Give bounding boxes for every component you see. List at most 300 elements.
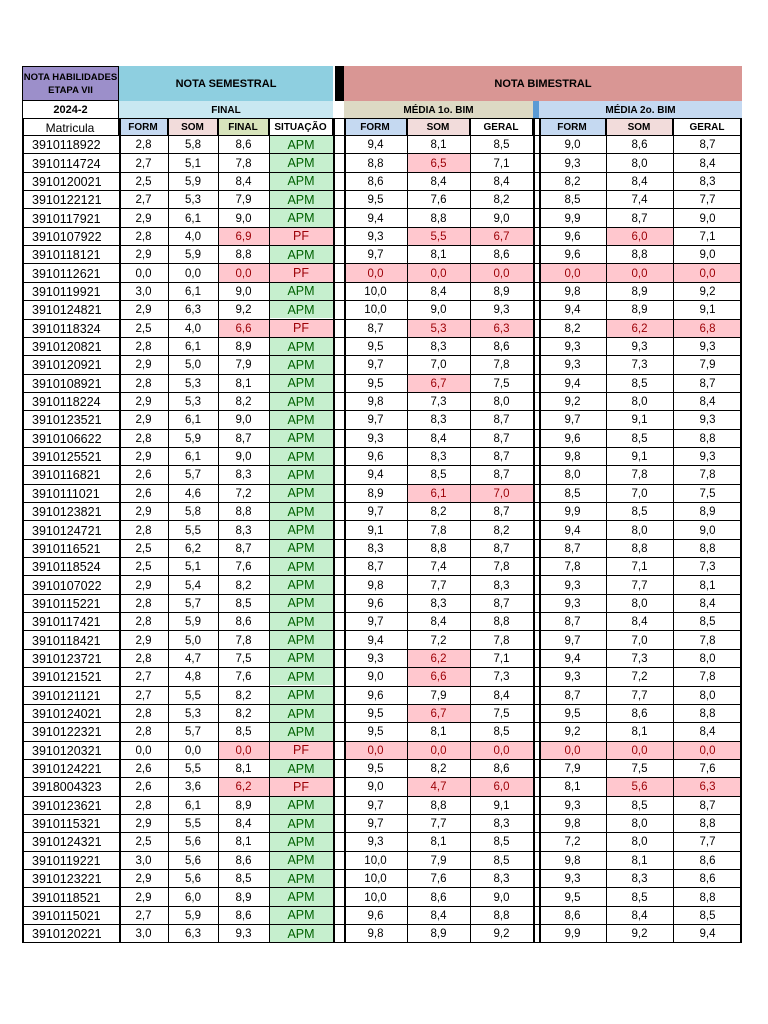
som-b2-cell: 8,5 (631, 506, 648, 519)
matricula-cell: 3910123521 (32, 413, 102, 428)
form-b2-cell: 9,4 (564, 524, 581, 537)
form-b2-cell: 9,0 (564, 139, 581, 152)
form-sem-cell: 2,8 (135, 377, 152, 390)
som-b2-cell: 8,9 (631, 304, 648, 317)
som-sem-cell: 6,1 (185, 285, 201, 298)
som-b2-cell: 8,8 (631, 542, 648, 555)
final-cell: 8,2 (235, 396, 252, 409)
form-b2-cell: 9,9 (564, 212, 581, 225)
som-b2-cell: 7,5 (631, 763, 648, 776)
form-sem-cell: 2,5 (135, 322, 152, 335)
matricula-cell: 3910115221 (32, 596, 101, 611)
form-b2-cell: 9,2 (564, 726, 581, 739)
matricula-cell: 3910123821 (32, 505, 102, 520)
final-cell: 8,8 (235, 249, 252, 262)
som-b1-cell: 8,1 (430, 836, 447, 849)
situacao-cell: APM (269, 393, 333, 411)
matricula-cell: 3910125521 (32, 450, 102, 465)
geral-b1-cell: 8,3 (493, 579, 510, 592)
column-divider (168, 119, 169, 943)
situacao-cell: APM (269, 466, 333, 484)
form-sem-cell: 2,5 (135, 561, 152, 574)
som-sem-cell: 5,9 (185, 909, 201, 922)
som-b1-cell: 9,0 (430, 304, 447, 317)
matricula-cell: 3910118121 (32, 248, 101, 263)
form-sem-cell: 2,9 (135, 634, 152, 647)
form-b1-cell: 9,7 (367, 414, 384, 427)
geral-b2-cell: 8,0 (699, 652, 716, 665)
som-b2-cell: 8,0 (631, 818, 648, 831)
geral-b2-cell: 8,8 (699, 542, 716, 555)
geral-b1-cell: 9,0 (493, 891, 510, 904)
matricula-cell: 3910124221 (32, 762, 102, 777)
form-b2-cell: 9,7 (564, 414, 581, 427)
form-b2-cell: 9,3 (564, 597, 581, 610)
form-b1-cell: 10,0 (364, 854, 387, 867)
som-b1-cell: 8,1 (430, 139, 447, 152)
som-b1-cell: 8,5 (430, 469, 447, 482)
som-b2-cell: 8,0 (631, 396, 648, 409)
matricula-cell: 3910120921 (32, 358, 102, 373)
form-b2-cell: 9,8 (564, 451, 581, 464)
geral-b2-cell: 0,0 (673, 742, 742, 760)
som-sem-cell: 0,0 (185, 744, 201, 757)
form-b2-cell: 9,3 (564, 157, 581, 170)
form-b1-cell: 9,8 (367, 579, 384, 592)
form-sem-cell: 3,0 (135, 854, 152, 867)
matricula-cell: 3910119221 (32, 853, 101, 868)
geral-b1-cell: 8,7 (493, 506, 510, 519)
som-b1-cell: 7,2 (430, 634, 447, 647)
geral-b1-cell: 6,3 (470, 320, 533, 338)
form-b2-cell: 9,2 (564, 396, 581, 409)
final-cell: 8,7 (235, 432, 252, 445)
form-b1-cell: 9,6 (367, 597, 384, 610)
column-divider (333, 119, 335, 943)
matricula-cell: 3910120321 (32, 743, 102, 758)
final-cell: 8,6 (235, 139, 252, 152)
som-b2-cell: 9,2 (631, 928, 648, 941)
form-sem-cell: 2,9 (135, 414, 152, 427)
som-b2-cell: 5,6 (606, 778, 673, 796)
geral-b1-cell: 8,3 (493, 818, 510, 831)
geral-b2-cell: 7,7 (699, 194, 716, 207)
final-cell: 6,2 (218, 778, 269, 796)
final-cell: 8,4 (235, 818, 252, 831)
matricula-cell: 3910120821 (32, 340, 102, 355)
geral-b2-cell: 9,1 (699, 304, 716, 317)
matricula-cell: 3910122321 (32, 725, 102, 740)
geral-b1-cell: 9,0 (493, 212, 510, 225)
form-sem-cell: 2,6 (135, 469, 152, 482)
form-sem-cell: 2,9 (135, 579, 152, 592)
final-cell: 7,6 (235, 561, 252, 574)
geral-b2-cell: 8,7 (699, 377, 716, 390)
matricula-cell: 3910123721 (32, 651, 102, 666)
som-b1-cell: 6,2 (407, 650, 470, 668)
som-b2-cell: 8,5 (631, 377, 648, 390)
form-sem-cell: 2,8 (135, 597, 152, 610)
column-divider (673, 119, 674, 943)
form-sem-cell: 2,9 (135, 396, 152, 409)
final-cell: 0,0 (218, 264, 269, 282)
matricula-cell: 3910114724 (32, 156, 101, 171)
form-sem-cell: 2,9 (135, 304, 152, 317)
geral-b1-cell: 7,5 (493, 708, 510, 721)
form-b1-cell: 8,6 (367, 175, 384, 188)
form-b1-cell: 9,4 (367, 139, 384, 152)
geral-b2-cell: 6,3 (673, 778, 742, 796)
row-divider (22, 942, 742, 943)
form-sem-cell: 2,5 (135, 175, 152, 188)
final-cell: 0,0 (218, 742, 269, 760)
form-b1-cell: 0,0 (344, 264, 407, 282)
form-sem-cell: 2,9 (135, 891, 152, 904)
form-b1-cell: 9,3 (367, 230, 384, 243)
final-cell: 8,5 (235, 726, 252, 739)
form-b2-cell: 8,1 (564, 781, 581, 794)
som-sem-cell: 5,6 (185, 836, 201, 849)
column-divider (407, 119, 408, 943)
geral-b2-cell: 7,1 (699, 230, 716, 243)
geral-b1-cell: 7,8 (493, 359, 510, 372)
som-sem-cell: 3,6 (185, 781, 201, 794)
situacao-cell: APM (269, 136, 333, 154)
geral-b1-cell: 8,0 (493, 396, 510, 409)
som-sem-cell: 5,6 (185, 854, 201, 867)
situacao-cell: PF (269, 320, 333, 338)
final-cell: 6,6 (218, 320, 269, 338)
geral-b1-cell: 6,0 (470, 778, 533, 796)
geral-b2-cell: 7,3 (699, 561, 716, 574)
form-b1-cell: 8,7 (367, 561, 384, 574)
final-cell: 8,1 (235, 763, 252, 776)
final-cell: 9,0 (235, 451, 252, 464)
final-cell: 7,2 (235, 487, 252, 500)
form-b2-cell: 8,7 (564, 689, 581, 702)
matricula-cell: 3910118524 (32, 560, 101, 575)
som-sem-cell: 5,3 (185, 377, 201, 390)
som-sem-cell: 5,7 (185, 597, 201, 610)
som-b2-cell: 8,0 (631, 836, 648, 849)
som-b1-cell: 8,4 (430, 285, 447, 298)
column-divider (606, 119, 607, 943)
form-b2-cell: 9,8 (564, 285, 581, 298)
col-final: FINAL (218, 119, 269, 136)
situacao-cell: APM (269, 503, 333, 521)
som-sem-cell: 5,4 (185, 579, 201, 592)
form-b1-cell: 9,7 (367, 506, 384, 519)
matricula-cell: 3910118521 (32, 890, 101, 905)
som-b1-cell: 7,7 (430, 579, 447, 592)
col-som-sem: SOM (168, 119, 218, 136)
situacao-cell: APM (269, 246, 333, 264)
form-sem-cell: 2,7 (135, 671, 152, 684)
geral-b2-cell: 7,5 (699, 487, 716, 500)
som-b2-cell: 7,8 (631, 469, 648, 482)
geral-b2-cell: 8,4 (699, 157, 716, 170)
geral-b1-cell: 8,5 (493, 726, 510, 739)
form-b2-cell: 9,6 (564, 230, 581, 243)
form-b2-cell: 9,7 (564, 634, 581, 647)
final-cell: 9,3 (235, 928, 252, 941)
som-b1-cell: 8,4 (430, 616, 447, 629)
form-b1-cell: 9,8 (367, 396, 384, 409)
som-sem-cell: 4,8 (185, 671, 201, 684)
som-sem-cell: 0,0 (185, 267, 201, 280)
column-divider (22, 119, 24, 943)
final-cell: 8,4 (235, 175, 252, 188)
situacao-cell: APM (269, 595, 333, 613)
form-b2-cell: 9,4 (564, 652, 581, 665)
som-sem-cell: 5,6 (185, 873, 201, 886)
column-divider (740, 119, 742, 943)
geral-b2-cell: 0,0 (673, 264, 742, 282)
geral-b2-cell: 8,1 (699, 579, 716, 592)
form-sem-cell: 2,9 (135, 873, 152, 886)
matricula-cell: 3910116821 (32, 468, 101, 483)
form-b2-cell: 9,3 (564, 671, 581, 684)
geral-b2-cell: 6,8 (673, 320, 742, 338)
situacao-cell: APM (269, 375, 333, 393)
form-b2-cell: 7,2 (564, 836, 581, 849)
form-b1-cell: 9,3 (367, 432, 384, 445)
form-b1-cell: 9,5 (367, 377, 384, 390)
geral-b2-cell: 8,8 (699, 818, 716, 831)
som-b2-cell: 8,0 (631, 157, 648, 170)
geral-b2-cell: 8,0 (699, 689, 716, 702)
situacao-cell: APM (269, 485, 333, 503)
nota-bimestral-header: NOTA BIMESTRAL (344, 66, 742, 101)
form-sem-cell: 2,8 (135, 652, 152, 665)
geral-b1-cell: 8,4 (493, 689, 510, 702)
som-b2-cell: 0,0 (606, 264, 673, 282)
som-b1-cell: 7,7 (430, 818, 447, 831)
form-sem-cell: 2,7 (135, 157, 152, 170)
situacao-cell: APM (269, 411, 333, 429)
som-b1-cell: 4,7 (407, 778, 470, 796)
matricula-cell: 3910118224 (32, 395, 101, 410)
form-b1-cell: 9,7 (367, 616, 384, 629)
form-b1-cell: 9,6 (367, 689, 384, 702)
matricula-cell: 3910107922 (32, 229, 102, 244)
som-b1-cell: 7,0 (430, 359, 447, 372)
col-som-b1: SOM (407, 119, 470, 136)
form-sem-cell: 2,8 (135, 341, 152, 354)
geral-b1-cell: 7,8 (493, 561, 510, 574)
som-b1-cell: 8,8 (430, 212, 447, 225)
som-b2-cell: 8,0 (631, 524, 648, 537)
som-b2-cell: 8,1 (631, 854, 648, 867)
form-b1-cell: 9,8 (367, 928, 384, 941)
matricula-cell: 3918004323 (32, 780, 102, 795)
matricula-cell: 3910124021 (32, 707, 102, 722)
geral-b1-cell: 8,2 (493, 194, 510, 207)
som-sem-cell: 4,0 (185, 322, 201, 335)
form-b1-cell: 9,0 (367, 781, 384, 794)
som-b1-cell: 7,3 (430, 396, 447, 409)
som-b1-cell: 8,8 (430, 542, 447, 555)
form-b1-cell: 9,7 (367, 359, 384, 372)
som-b1-cell: 7,9 (430, 689, 447, 702)
geral-b1-cell: 0,0 (470, 264, 533, 282)
som-b1-cell: 8,6 (430, 891, 447, 904)
form-b1-cell: 9,4 (367, 634, 384, 647)
form-b1-cell: 8,8 (367, 157, 384, 170)
som-b1-cell: 8,1 (430, 249, 447, 262)
form-sem-cell: 0,0 (135, 744, 152, 757)
situacao-cell: APM (269, 870, 333, 888)
som-b1-cell: 8,3 (430, 414, 447, 427)
final-cell: 8,9 (235, 891, 252, 904)
column-divider (119, 119, 121, 943)
som-b1-cell: 8,3 (430, 451, 447, 464)
final-cell: 8,8 (235, 506, 252, 519)
form-b2-cell: 0,0 (539, 742, 606, 760)
situacao-cell: APM (269, 209, 333, 227)
final-cell: 6,9 (218, 228, 269, 246)
form-sem-cell: 2,9 (135, 818, 152, 831)
final-cell: 8,2 (235, 689, 252, 702)
geral-b2-cell: 8,4 (699, 597, 716, 610)
som-b1-cell: 8,8 (430, 799, 447, 812)
geral-b2-cell: 7,6 (699, 763, 716, 776)
final-cell: 8,7 (235, 542, 252, 555)
situacao-cell: APM (269, 576, 333, 594)
geral-b1-cell: 7,1 (493, 157, 510, 170)
final-cell: 8,2 (235, 708, 252, 721)
geral-b2-cell: 8,8 (699, 708, 716, 721)
final-cell: 9,0 (235, 285, 252, 298)
situacao-cell: APM (269, 650, 333, 668)
som-b1-cell: 8,1 (430, 726, 447, 739)
matricula-cell: 3910119921 (32, 284, 101, 299)
form-b2-cell: 9,3 (564, 579, 581, 592)
form-b1-cell: 9,7 (367, 799, 384, 812)
form-sem-cell: 2,9 (135, 359, 152, 372)
situacao-cell: APM (269, 668, 333, 686)
geral-b2-cell: 8,6 (699, 854, 716, 867)
form-b1-cell: 9,4 (367, 212, 384, 225)
geral-b2-cell: 9,0 (699, 212, 716, 225)
matricula-cell: 3910118324 (32, 321, 101, 336)
col-geral-b1: GERAL (470, 119, 533, 136)
final-cell: 7,9 (235, 194, 252, 207)
final-cell: 8,2 (235, 579, 252, 592)
geral-b1-cell: 8,3 (493, 873, 510, 886)
form-b2-cell: 9,9 (564, 928, 581, 941)
som-sem-cell: 5,3 (185, 194, 201, 207)
som-b2-cell: 8,6 (631, 708, 648, 721)
situacao-cell: APM (269, 852, 333, 870)
matricula-cell: 3910124721 (32, 523, 102, 538)
form-b1-cell: 0,0 (344, 742, 407, 760)
form-b1-cell: 10,0 (364, 891, 387, 904)
column-divider (539, 119, 541, 943)
form-sem-cell: 2,7 (135, 689, 152, 702)
title-line-1: NOTA HABILIDADES (23, 71, 118, 83)
form-b1-cell: 9,4 (367, 469, 384, 482)
som-sem-cell: 5,8 (185, 139, 201, 152)
form-sem-cell: 2,8 (135, 726, 152, 739)
geral-b1-cell: 8,6 (493, 249, 510, 262)
form-b2-cell: 8,2 (564, 322, 581, 335)
matricula-cell: 3910116521 (32, 541, 101, 556)
som-b1-cell: 8,4 (430, 175, 447, 188)
final-cell: 7,8 (235, 157, 252, 170)
som-b2-cell: 9,3 (631, 341, 648, 354)
final-cell: 8,3 (235, 469, 252, 482)
geral-b1-cell: 9,1 (493, 799, 510, 812)
form-b1-cell: 9,0 (367, 671, 384, 684)
form-b2-cell: 8,0 (564, 469, 581, 482)
col-matricula: Matricula (22, 119, 119, 136)
geral-b1-cell: 8,7 (493, 469, 510, 482)
form-b1-cell: 8,9 (367, 487, 384, 500)
som-b2-cell: 7,7 (631, 579, 648, 592)
situacao-cell: APM (269, 430, 333, 448)
situacao-cell: APM (269, 705, 333, 723)
som-sem-cell: 5,3 (185, 396, 201, 409)
geral-b1-cell: 8,8 (493, 909, 510, 922)
final-cell: 7,6 (235, 671, 252, 684)
form-sem-cell: 2,8 (135, 432, 152, 445)
som-b2-cell: 8,4 (631, 175, 648, 188)
column-divider (344, 119, 346, 943)
final-cell: 8,9 (235, 341, 252, 354)
form-b1-cell: 9,7 (367, 818, 384, 831)
matricula-cell: 3910108921 (32, 376, 102, 391)
som-sem-cell: 6,3 (185, 304, 201, 317)
section-gap (335, 119, 344, 943)
form-b2-cell: 9,5 (564, 708, 581, 721)
media1-header: MÉDIA 1o. BIM (344, 101, 533, 119)
geral-b1-cell: 8,6 (493, 341, 510, 354)
situacao-cell: APM (269, 338, 333, 356)
form-b2-cell: 9,4 (564, 377, 581, 390)
matricula-cell: 3910117421 (32, 615, 101, 630)
som-b2-cell: 6,0 (606, 228, 673, 246)
form-sem-cell: 2,9 (135, 506, 152, 519)
matricula-cell: 3910107022 (32, 578, 102, 593)
geral-b1-cell: 7,1 (493, 652, 510, 665)
geral-b1-cell: 7,0 (470, 485, 533, 503)
som-b2-cell: 8,4 (631, 616, 648, 629)
som-b2-cell: 8,8 (631, 249, 648, 262)
som-b2-cell: 8,0 (631, 597, 648, 610)
matricula-cell: 3910118922 (32, 138, 101, 153)
form-b1-cell: 10,0 (364, 304, 387, 317)
form-b2-cell: 8,6 (564, 909, 581, 922)
situacao-cell: APM (269, 521, 333, 539)
som-sem-cell: 4,0 (185, 230, 201, 243)
form-sem-cell: 2,8 (135, 230, 152, 243)
form-b1-cell: 9,7 (367, 249, 384, 262)
som-sem-cell: 6,1 (185, 341, 201, 354)
geral-b2-cell: 8,7 (699, 799, 716, 812)
som-sem-cell: 5,7 (185, 726, 201, 739)
som-sem-cell: 5,8 (185, 506, 201, 519)
situacao-cell: APM (269, 613, 333, 631)
geral-b2-cell: 9,2 (699, 285, 716, 298)
situacao-cell: APM (269, 723, 333, 741)
som-b2-cell: 7,2 (631, 671, 648, 684)
som-b2-cell: 8,3 (631, 873, 648, 886)
geral-b2-cell: 8,4 (699, 396, 716, 409)
som-b1-cell: 6,7 (407, 705, 470, 723)
som-b2-cell: 9,1 (631, 451, 648, 464)
column-divider (218, 119, 219, 943)
